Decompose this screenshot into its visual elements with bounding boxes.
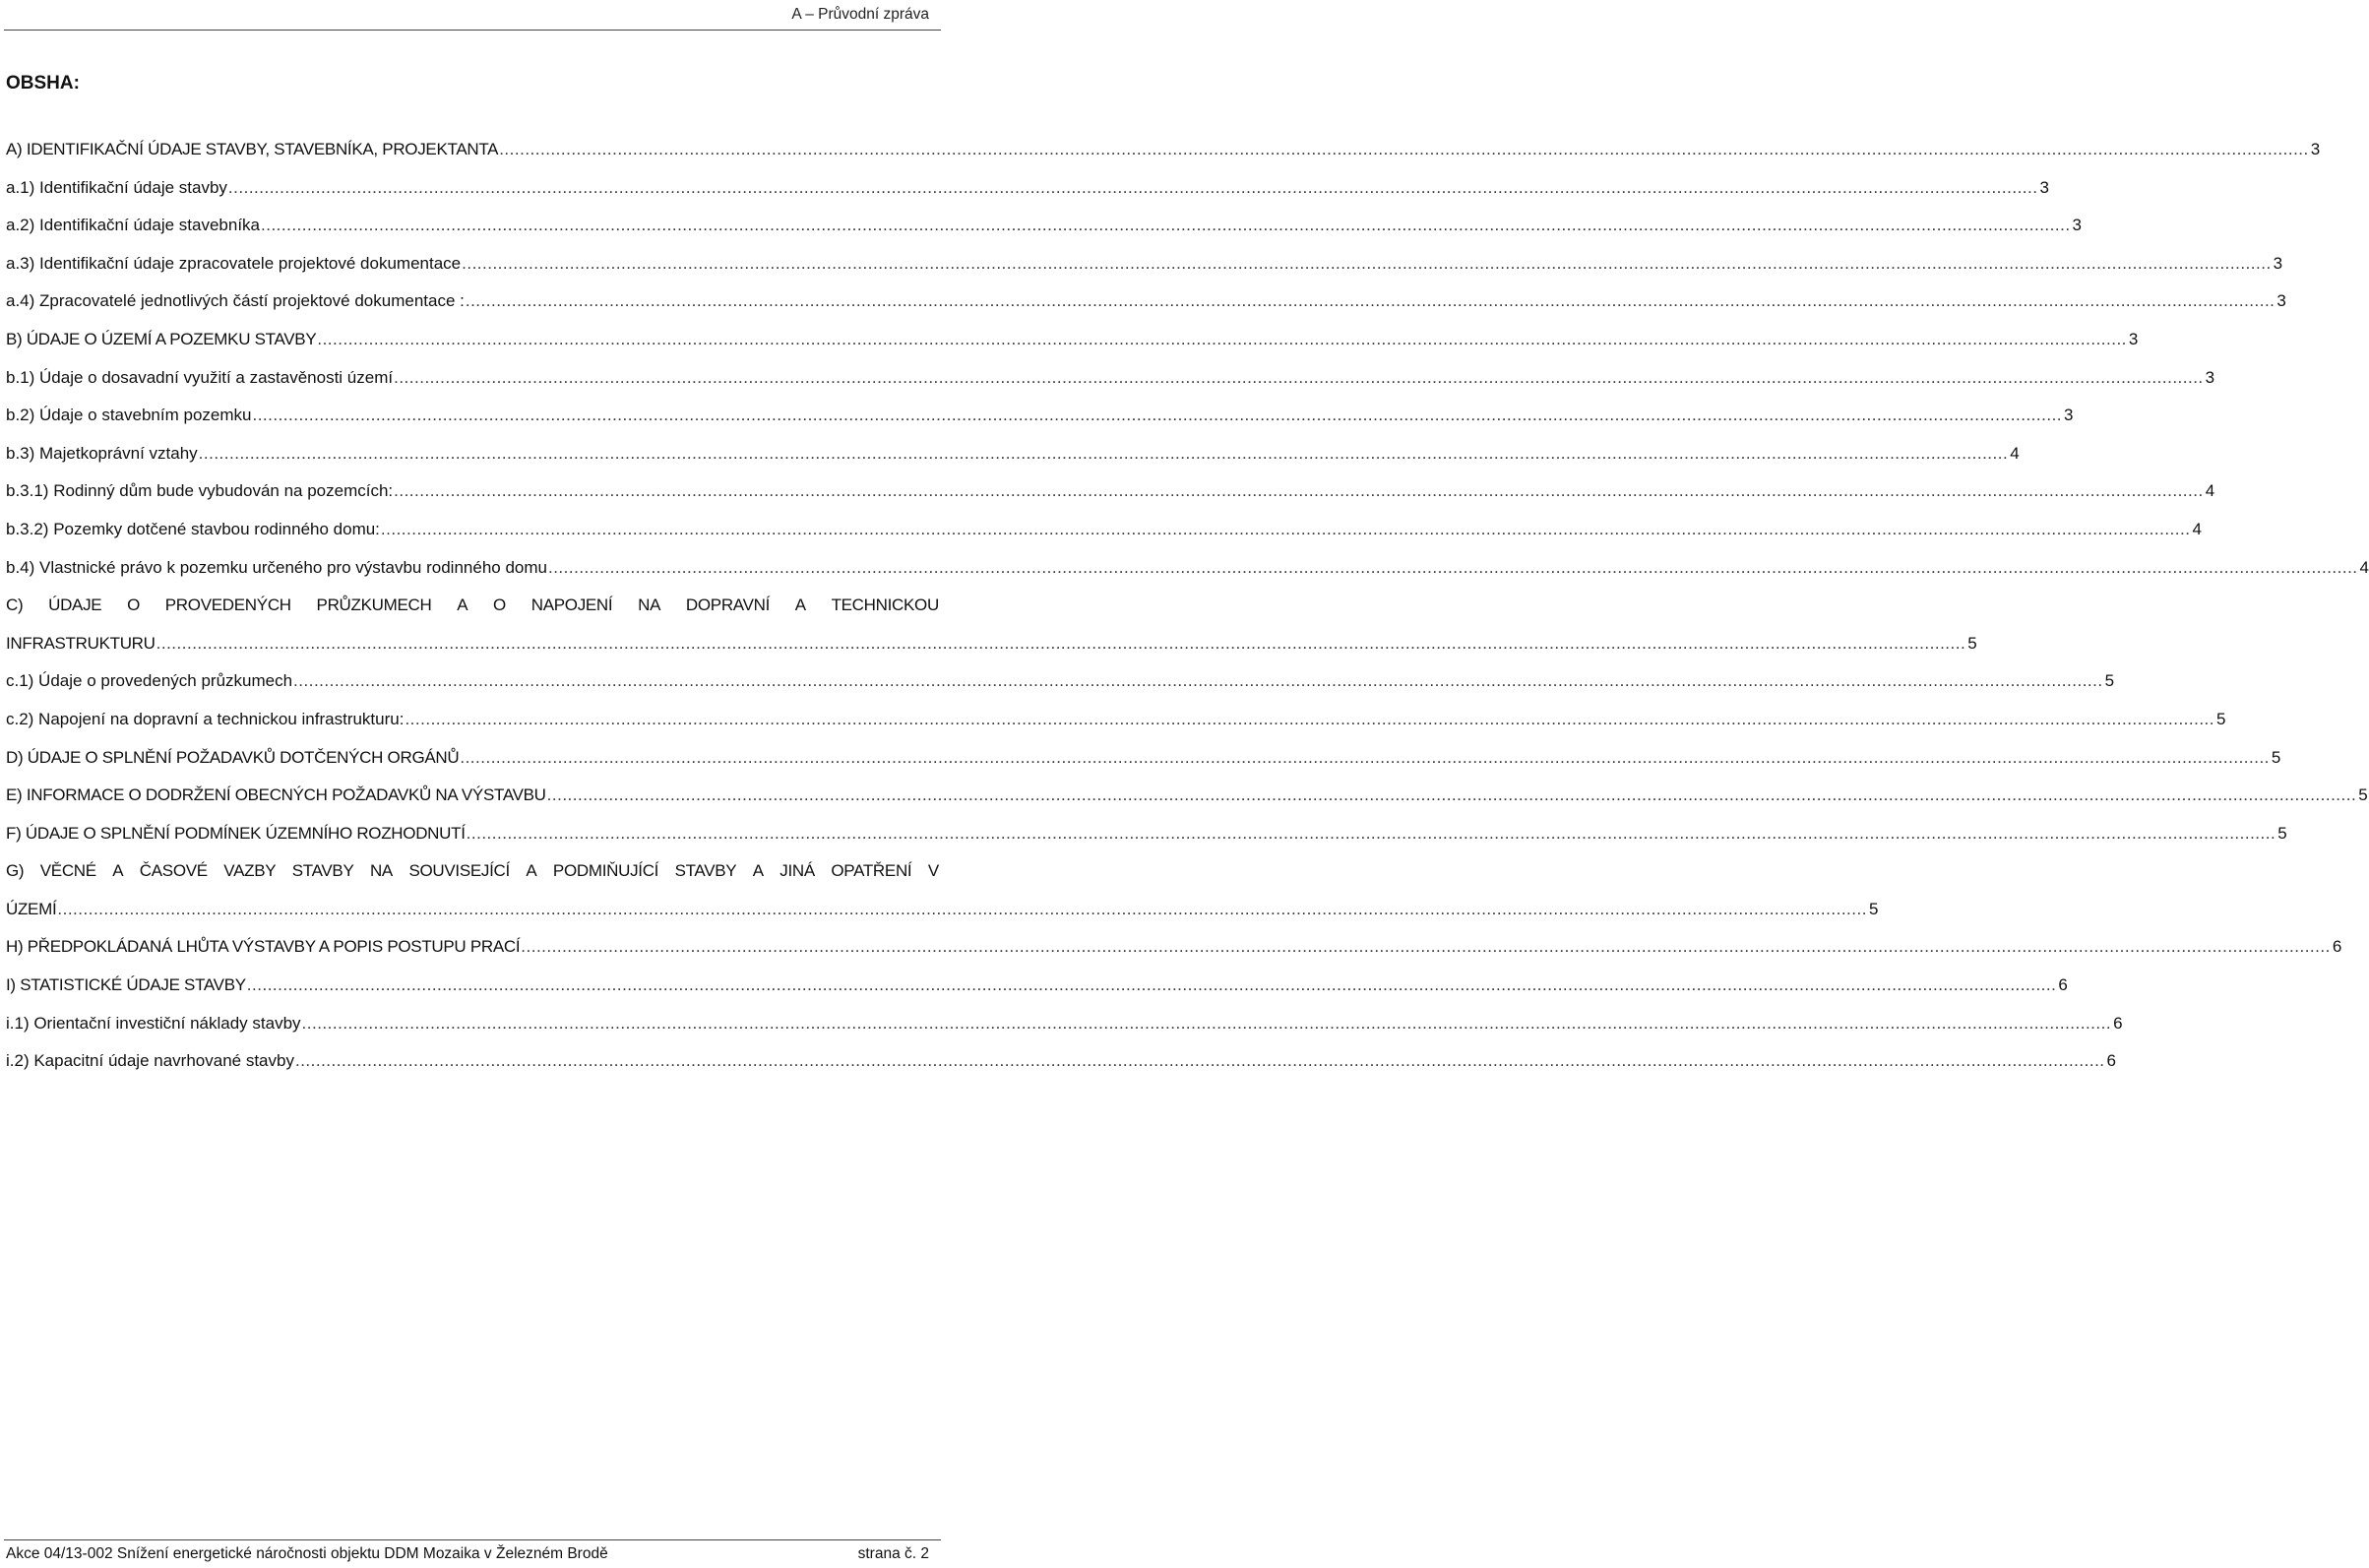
toc-entry-b31[interactable]: b.3.1) Rodinný dům bude vybudován na pozemcích: ..... 4 — [6, 481, 939, 520]
running-header: A – Průvodní zpráva — [791, 6, 929, 23]
toc-entry-h[interactable]: H) PŘEDPOKLÁDANÁ LHŮTA VÝSTAVBY A POPIS POSTUPU PRACÍ ..... 6 — [6, 937, 939, 975]
table-of-contents — [6, 140, 2369, 1090]
toc-entry-c2[interactable]: c.2) Napojení na dopravní a technickou infrastrukturu: ..... 5 — [6, 710, 939, 748]
toc-entry-b32[interactable]: b.3.2) Pozemky dotčené stavbou rodinného domu: ..... 4 — [6, 520, 939, 558]
footer-page-number: strana č. 2 — [857, 1545, 929, 1562]
toc-entry-c-line1[interactable]: C) ÚDAJE O PROVEDENÝCH PRŮZKUMECH A O NAPOJENÍ NA DOPRAVNÍ A TECHNICKOU — [6, 596, 939, 615]
toc-entry-g-line1[interactable]: G) VĚCNÉ A ČASOVÉ VAZBY STAVBY NA SOUVISEJÍCÍ A PODMIŇUJÍCÍ STAVBY A JINÁ OPATŘENÍ V — [6, 861, 939, 881]
footer-project: Akce 04/13-002 Snížení energetické náročnosti objektu DDM Mozaika v Železném Brodě — [6, 1545, 608, 1562]
toc-entry-e[interactable]: E) INFORMACE O DODRŽENÍ OBECNÝCH POŽADAVKŮ NA VÝSTAVBU ..... 5 — [6, 785, 939, 824]
toc-entry-i[interactable]: I) STATISTICKÉ ÚDAJE STAVBY ..... 6 — [6, 975, 939, 1014]
toc-entry-f[interactable]: F) ÚDAJE O SPLNĚNÍ PODMÍNEK ÚZEMNÍHO ROZHODNUTÍ ..... 5 — [6, 824, 939, 862]
toc-entry-c-line2[interactable]: INFRASTRUKTURU ..... 5 — [6, 634, 939, 672]
header-divider — [4, 30, 941, 31]
footer-divider — [4, 1539, 941, 1540]
toc-entry-g-line2[interactable]: ÚZEMÍ ..... 5 — [6, 900, 939, 938]
toc-entry-a[interactable]: A) IDENTIFIKAČNÍ ÚDAJE STAVBY, STAVEBNÍKA, PROJEKTANTA ..... 3 — [6, 140, 939, 178]
toc-entry-b4[interactable]: b.4) Vlastnické právo k pozemku určeného pro výstavbu rodinného domu ..... 4 — [6, 558, 939, 596]
toc-entry-b2[interactable]: b.2) Údaje o stavebním pozemku ..... 3 — [6, 406, 939, 444]
toc-entry-i1[interactable]: i.1) Orientační investiční náklady stavby ..... 6 — [6, 1014, 939, 1052]
page-footer — [6, 1545, 929, 1563]
toc-entry-b[interactable]: B) ÚDAJE O ÚZEMÍ A POZEMKU STAVBY ..... 3 — [6, 330, 939, 368]
toc-entry-b1[interactable]: b.1) Údaje o dosavadní využití a zastavěnosti území ..... 3 — [6, 368, 939, 407]
toc-entry-d[interactable]: D) ÚDAJE O SPLNĚNÍ POŽADAVKŮ DOTČENÝCH ORGÁNŮ ..... 5 — [6, 748, 939, 786]
toc-entry-a1[interactable]: a.1) Identifikační údaje stavby ..... 3 — [6, 178, 939, 217]
toc-entry-a2[interactable]: a.2) Identifikační údaje stavebníka ..... 3 — [6, 216, 939, 254]
toc-title: OBSHA: — [6, 73, 80, 94]
toc-entry-i2[interactable]: i.2) Kapacitní údaje navrhované stavby ..... 6 — [6, 1051, 939, 1090]
toc-entry-b3[interactable]: b.3) Majetkoprávní vztahy ..... 4 — [6, 444, 939, 482]
toc-entry-a3[interactable]: a.3) Identifikační údaje zpracovatele projektové dokumentace ..... 3 — [6, 254, 939, 292]
toc-entry-c1[interactable]: c.1) Údaje o provedených průzkumech ..... 5 — [6, 671, 939, 710]
toc-entry-a4[interactable]: a.4) Zpracovatelé jednotlivých částí projektové dokumentace : ..... 3 — [6, 291, 939, 330]
